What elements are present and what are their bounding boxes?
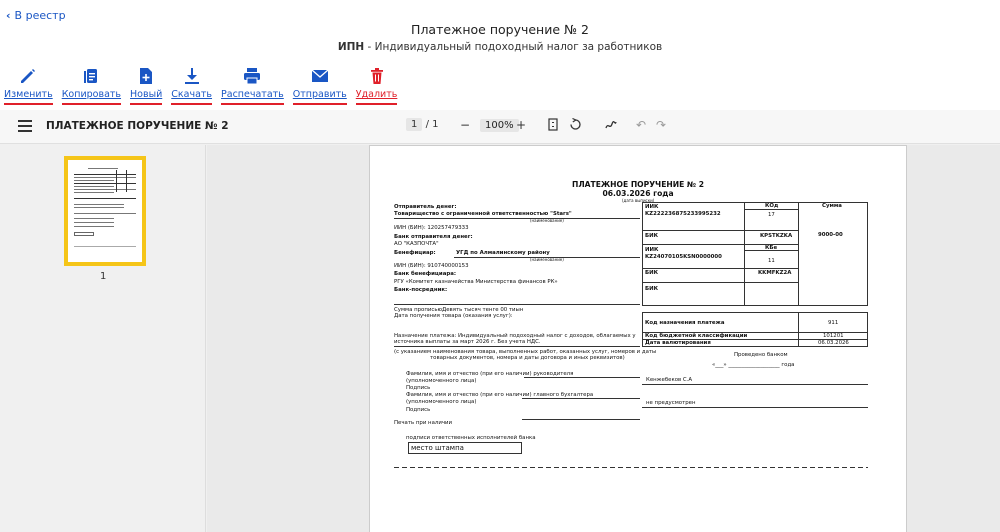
page-subtitle — [0, 41, 1000, 53]
viewer-toolbar — [0, 110, 1000, 144]
thumbnail-page-number: 1 — [100, 271, 107, 282]
accountant-authorized: (уполномоченного лица) — [406, 399, 477, 405]
amount-words: Девять тысяч тенге 00 тиын — [442, 307, 524, 313]
edit-button[interactable] — [4, 66, 53, 105]
head-label: Фамилия, имя и отчество (при его наличии) руководителя — [406, 371, 574, 377]
head-name: Кенжебеков С.А — [646, 377, 693, 383]
sender-iin: ИИН (БИН): 120257479333 — [394, 225, 469, 231]
intermediary-bank-label: Банк-посредник: — [394, 287, 448, 293]
beneficiary-name-caption: (наименование) — [530, 257, 564, 262]
back-to-registry-link[interactable] — [6, 9, 66, 22]
new-label: Новый — [130, 89, 162, 105]
send-label: Отправить — [293, 89, 347, 105]
draw-icon[interactable] — [604, 118, 617, 134]
cut-line — [394, 467, 868, 468]
sender-name: Товарищество с ограниченной ответственностью "Stars" — [394, 211, 572, 217]
sender-label: Отправитель денег: — [394, 204, 457, 210]
sum-value: 9000-00 — [818, 232, 843, 238]
kbe-value: 11 — [768, 258, 775, 264]
rotate-icon[interactable] — [569, 118, 582, 134]
print-label: Распечатать — [221, 89, 284, 105]
zoom-in-icon[interactable]: + — [516, 118, 527, 132]
new-document-icon — [136, 66, 156, 86]
beneficiary-label: Бенефициар: — [394, 250, 436, 256]
new-button[interactable] — [130, 66, 162, 105]
send-button[interactable] — [293, 66, 347, 105]
copy-document-icon — [81, 66, 101, 86]
menu-icon[interactable] — [18, 120, 32, 132]
delete-button[interactable] — [356, 66, 398, 105]
doc-title: ПЛАТЕЖНОЕ ПОРУЧЕНИЕ № 2 — [571, 180, 704, 189]
seal-label: Печать при наличии — [394, 420, 453, 426]
payment-code: 911 — [828, 320, 839, 326]
accountant-name: не предусмотрен — [646, 400, 696, 406]
thumbnail-sidebar — [0, 145, 206, 532]
iik-value-1: KZ222236875233995232 — [645, 211, 721, 217]
bank-signatures-label: подписи ответственных исполнителей банка — [406, 435, 536, 441]
download-icon — [182, 66, 202, 86]
zoom-level[interactable]: 100% — [480, 119, 519, 132]
goods-date: Дата получения товара (оказания услуг): — [394, 313, 513, 319]
sender-bank-label: Банк отправителя денег: — [394, 234, 473, 240]
head-authorized: (уполномоченного лица) — [406, 378, 477, 384]
bik-label-2: БИК — [645, 270, 659, 276]
zoom-out-icon[interactable]: − — [460, 118, 471, 132]
purpose-line-1: Назначение платежа: Индивидуальный подоходный налог с доходов, облагаемых у — [394, 333, 636, 339]
bik-value-1: KPSTKZKA — [760, 233, 793, 239]
back-label: В реестр — [14, 9, 66, 22]
pencil-icon — [18, 66, 38, 86]
kbe-label: КБе — [765, 245, 778, 251]
tax-description: - Индивидуальный подоходный налог за работников — [367, 41, 663, 53]
printer-icon — [242, 66, 262, 86]
bank-processed: Проведено банком — [734, 352, 788, 358]
chevron-left-icon: ‹ — [6, 9, 11, 22]
head-signature: Подпись — [406, 385, 431, 391]
date-caption: (дата выписки) — [622, 198, 655, 203]
viewer-doc-title: ПЛАТЕЖНОЕ ПОРУЧЕНИЕ № 2 — [46, 120, 229, 132]
iik-value-2: KZ24070105KSN0000000 — [645, 254, 722, 260]
envelope-icon — [310, 66, 330, 86]
value-date-label: Дата валютирования — [645, 340, 711, 346]
print-button[interactable] — [221, 66, 284, 105]
page-header — [0, 0, 1000, 64]
purpose-note-1: (с указанием наименования товара, выполненных работ, оказанных услуг, номеров и даты — [394, 349, 657, 355]
sum-label: Сумма — [822, 203, 842, 209]
page-thumbnail[interactable] — [64, 156, 146, 266]
bik-value-2: KKMFKZ2A — [758, 270, 792, 276]
stamp-place: место штампа — [411, 444, 464, 452]
accountant-signature: Подпись — [406, 407, 431, 413]
fit-page-icon[interactable] — [548, 118, 558, 134]
download-button[interactable] — [171, 66, 212, 105]
document-canvas — [207, 145, 1000, 532]
bik-label-1: БИК — [645, 233, 659, 239]
action-toolbar — [0, 66, 406, 105]
tax-code: ИПН — [337, 41, 365, 53]
beneficiary-bank: РГУ «Комитет казначейства Министерства финансов РК» — [394, 279, 558, 285]
edit-label: Изменить — [4, 89, 53, 105]
budget-code-label: Код бюджетной классификации — [645, 333, 748, 339]
sender-name-caption: (наименование) — [530, 218, 564, 223]
kod-value: 17 — [768, 212, 775, 218]
page-title: Платежное поручение № 2 — [411, 22, 589, 37]
value-date: 06.03.2026 — [818, 340, 849, 346]
trash-icon — [367, 66, 387, 86]
purpose-note-2: товарных документов, номера и даты договора и иных реквизитов) — [430, 355, 625, 361]
budget-code: 101201 — [823, 333, 844, 339]
payment-order-page — [369, 145, 907, 532]
doc-date: 06.03.2026 года — [602, 189, 674, 198]
download-label: Скачать — [171, 89, 212, 105]
amount-words-label: Сумма прописью: — [394, 307, 444, 313]
pdf-viewer — [0, 110, 1000, 532]
bank-processed-date: «___» ___________________ года — [712, 362, 795, 368]
beneficiary-iin: ИИН (БИН): 910740000153 — [394, 263, 469, 269]
beneficiary-name: УГД по Алмалинскому району — [456, 250, 550, 256]
kod-label: КОд — [765, 203, 779, 209]
page-number-input[interactable]: 1 — [406, 118, 422, 131]
beneficiary-bank-label: Банк бенефициара: — [394, 271, 456, 277]
iik-label-1: ИИК — [645, 204, 659, 210]
copy-label: Копировать — [62, 89, 121, 105]
redo-icon[interactable]: ↷ — [656, 118, 667, 132]
page-total: / 1 — [425, 119, 439, 130]
bik-label-3: БИК — [645, 286, 659, 292]
accountant-label: Фамилия, имя и отчество (при его наличии) главного бухгалтера — [406, 392, 594, 398]
undo-icon[interactable]: ↶ — [636, 118, 647, 132]
payment-code-label: Код назначения платежа — [645, 320, 725, 326]
sender-bank: АО "КАЗПОЧТА" — [394, 241, 439, 247]
iik-label-2: ИИК — [645, 247, 659, 253]
purpose-line-2: источника выплаты за март 2026 г. Без учета НДС. — [394, 339, 541, 345]
copy-button[interactable] — [62, 66, 121, 105]
delete-label: Удалить — [356, 89, 398, 105]
page-indicator — [406, 119, 438, 130]
